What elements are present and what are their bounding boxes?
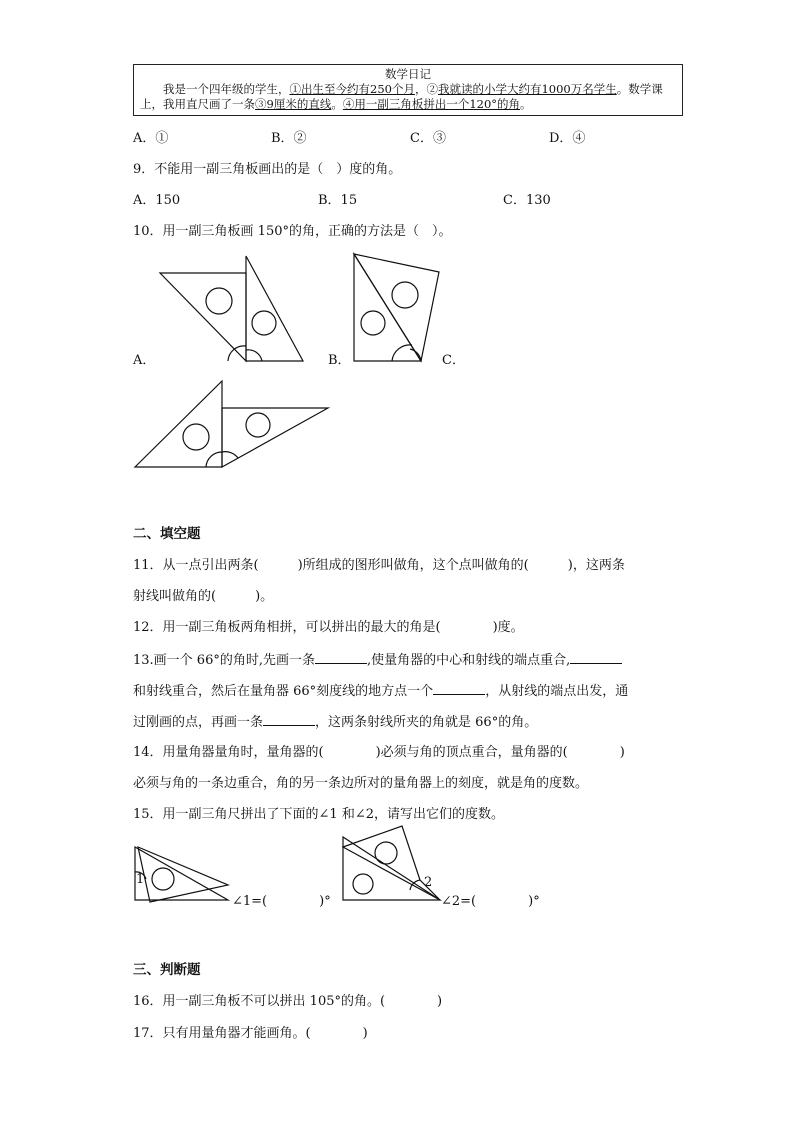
diary-underline-2: 我就读的小学大约有1000万名学生 [437, 82, 617, 96]
q10-option-a[interactable]: A． [133, 353, 156, 368]
diary-underline-3: ③9厘米的直线 [255, 97, 332, 111]
diary-part: 。 [331, 97, 343, 111]
q10-stem: 10．用一副三角板画 150°的角，正确的方法是（ ）。 [133, 224, 452, 239]
angle-1-label: 1 [136, 872, 145, 887]
q8-option-b[interactable]: B．② [271, 131, 307, 146]
q15-stem: 15．用一副三角尺拼出了下面的∠1 和∠2，请写出它们的度数。 [133, 807, 505, 822]
angle-2-label: 2 [424, 875, 433, 890]
q15-answer-1: ∠1=( )° [232, 894, 331, 909]
q10-option-b[interactable]: B． [328, 353, 351, 368]
diary-part: 我是一个四年级的学生， [163, 82, 290, 96]
diary-part: 。数学课上，我用直尺画了一条 [140, 82, 663, 111]
diary-part: ，② [414, 82, 438, 96]
diary-part: 。 [520, 97, 532, 111]
q14-line2: 必须与角的一条边重合，角的另一条边所对的量角器上的刻度，就是角的度数。 [133, 776, 589, 791]
q8-option-d[interactable]: D．④ [549, 131, 586, 146]
q16-text: 16．用一副三角板不可以拼出 105°的角。( ) [133, 994, 443, 1009]
diary-underline-1: ①出生至今约有250个月 [289, 82, 415, 96]
q13-text: ，这两条射线所夹的角就是 66°的角。 [315, 715, 538, 730]
q9-stem: 9．不能用一副三角板画出的是（ ）度的角。 [133, 162, 402, 177]
q13-text: 13.画一个 66°的角时,先画一条 [133, 653, 315, 668]
q8-option-a[interactable]: A．① [133, 131, 169, 146]
q9-option-b[interactable]: B．15 [318, 193, 358, 208]
diary-title: 数学日记 [385, 67, 431, 81]
section-judge-title: 三、判断题 [133, 962, 201, 978]
diary-underline-4: ④用一副三角板拼出一个120°的角 [342, 97, 521, 111]
q13-text: ,使量角器的中心和射线的端点重合, [366, 653, 571, 668]
q15-answer-2: ∠2=( )° [441, 894, 540, 909]
q13-text: 和射线重合，然后在量角器 66°刻度线的地方点一个 [133, 684, 434, 699]
q14-line1: 14．用量角器量角时，量角器的( )必须与角的顶点重合，量角器的( ) [133, 745, 625, 760]
q17-text: 17．只有用量角器才能画角。( ) [133, 1026, 368, 1041]
q13-text: ，从射线的端点出发，通 [485, 684, 629, 699]
q12-text: 12．用一副三角板两角相拼，可以拼出的最大的角是( )度。 [133, 620, 524, 635]
q9-option-c[interactable]: C．130 [503, 193, 551, 208]
q13-text: 过刚画的点，再画一条 [133, 715, 264, 730]
q11-line2: 射线叫做角的( )。 [133, 589, 274, 604]
q11-line1: 11．从一点引出两条( )所组成的图形叫做角，这个点叫做角的( )，这两条 [133, 558, 625, 573]
q8-option-c[interactable]: C．③ [410, 131, 446, 146]
q10-option-c[interactable]: C． [442, 353, 465, 368]
section-fill-in-title: 二、填空题 [133, 526, 201, 542]
q9-option-a[interactable]: A．150 [133, 193, 181, 208]
